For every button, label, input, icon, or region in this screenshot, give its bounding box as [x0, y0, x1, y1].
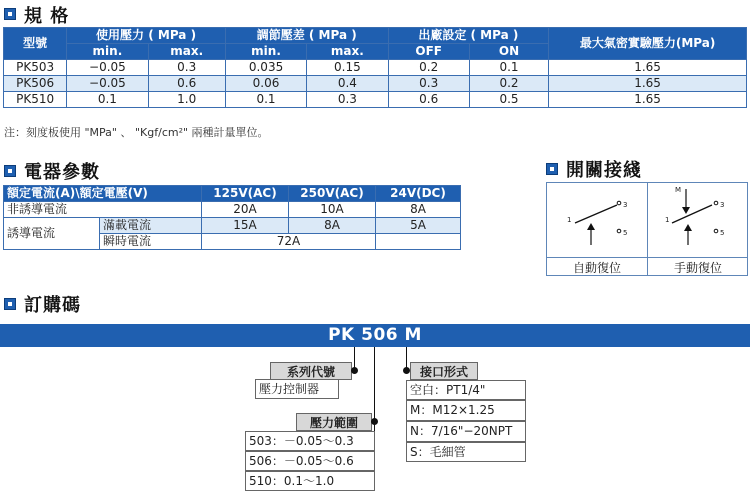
cell: 8A	[376, 202, 461, 218]
auto-reset-symbol	[547, 183, 647, 257]
cell: 0.6	[388, 92, 469, 108]
cell: 1.65	[549, 92, 747, 108]
cell: 1.65	[549, 60, 747, 76]
cell: PK503	[4, 60, 67, 76]
min-header: min.	[67, 44, 148, 60]
cell: −0.05	[67, 76, 148, 92]
cell: 0.1	[225, 92, 306, 108]
cell: 0.6	[148, 76, 225, 92]
cell	[376, 234, 461, 250]
spec-table	[3, 27, 747, 108]
pin-5: 5	[720, 229, 725, 237]
factory-header: 出廠設定 ( MPa )	[388, 28, 549, 44]
adjust-header: 調節壓差 ( MPa )	[225, 28, 388, 44]
table-row	[4, 76, 747, 92]
inductive-label: 誘導電流	[4, 218, 100, 250]
cell: 1.65	[549, 76, 747, 92]
manual-reset-symbol	[648, 183, 748, 257]
order-title: 訂購碼	[24, 295, 81, 316]
voltage-header: 24V(DC)	[376, 186, 461, 202]
divider	[547, 257, 747, 258]
cell: 0.2	[388, 60, 469, 76]
table-row	[4, 202, 461, 218]
cell: 1.0	[148, 92, 225, 108]
range-label: 壓力範圍	[296, 413, 372, 431]
rating-header: 額定電流(A)\額定電壓(V)	[4, 186, 202, 202]
series-label: 系列代號	[270, 362, 352, 380]
pressure-header: 使用壓力 ( MPa )	[67, 28, 226, 44]
full-load-label: 滿載電流	[100, 218, 202, 234]
cell: 0.1	[67, 92, 148, 108]
section-icon	[4, 165, 16, 177]
voltage-header: 125V(AC)	[202, 186, 289, 202]
cell: 0.4	[307, 76, 388, 92]
inrush-label: 瞬時電流	[100, 234, 202, 250]
model-header: 型號	[4, 28, 67, 60]
switch-diagram	[546, 182, 748, 276]
range-item: 510：0.1～1.0	[245, 471, 375, 491]
voltage-header: 250V(AC)	[289, 186, 376, 202]
cell: 0.035	[225, 60, 306, 76]
port-item: S：毛細管	[406, 442, 526, 462]
electrical-table	[3, 185, 461, 250]
table-row	[4, 218, 461, 234]
max-header: max.	[307, 44, 388, 60]
port-item: M：M12×1.25	[406, 400, 526, 421]
table-row	[4, 60, 747, 76]
port-item: 空白：PT1/4"	[406, 380, 526, 400]
non-inductive-label: 非誘導電流	[4, 202, 202, 218]
cell: 15A	[202, 218, 289, 234]
cell: 5A	[376, 218, 461, 234]
cell: 10A	[289, 202, 376, 218]
order-code-bar	[0, 324, 750, 347]
unit-note: 注：刻度板使用 "MPa" 、 "Kgf/cm²" 兩種計量單位。	[4, 126, 269, 139]
pin-5: 5	[623, 229, 628, 237]
order-code: PK 506 M	[328, 325, 422, 345]
cell: 0.06	[225, 76, 306, 92]
pin-1: 1	[665, 216, 670, 224]
pin-3: 3	[623, 201, 628, 209]
min-header: min.	[225, 44, 306, 60]
cell: 0.3	[307, 92, 388, 108]
off-header: OFF	[388, 44, 469, 60]
port-item: N：7/16"−20NPT	[406, 421, 526, 442]
on-header: ON	[469, 44, 548, 60]
cell: 0.3	[388, 76, 469, 92]
port-label: 接口形式	[410, 362, 478, 380]
cell: 8A	[289, 218, 376, 234]
max-test-header: 最大氣密實驗壓力(MPa)	[549, 28, 747, 60]
cell: 20A	[202, 202, 289, 218]
pin-1: 1	[567, 216, 572, 224]
cell: 72A	[202, 234, 376, 250]
cell: 0.15	[307, 60, 388, 76]
marker-dot	[403, 367, 410, 374]
range-item: 506：－0.05～0.6	[245, 451, 375, 471]
section-icon	[4, 298, 16, 310]
pin-3: 3	[720, 201, 725, 209]
manual-reset-label: 手動復位	[673, 261, 722, 275]
marker-dot	[371, 418, 378, 425]
cell: 0.5	[469, 92, 548, 108]
series-value: 壓力控制器	[255, 379, 339, 399]
cell: −0.05	[67, 60, 148, 76]
section-icon	[546, 163, 558, 175]
cell: PK506	[4, 76, 67, 92]
marker-dot	[351, 367, 358, 374]
max-header: max.	[148, 44, 225, 60]
table-row	[4, 92, 747, 108]
electrical-title: 電器參數	[24, 162, 100, 183]
switch-title: 開關接綫	[566, 160, 642, 181]
pin-m: M	[675, 186, 682, 194]
range-item: 503：－0.05～0.3	[245, 431, 375, 451]
auto-reset-label: 自動復位	[572, 261, 621, 275]
connector	[374, 347, 375, 421]
section-icon	[4, 8, 16, 20]
cell: 0.1	[469, 60, 548, 76]
cell: 0.2	[469, 76, 548, 92]
cell: PK510	[4, 92, 67, 108]
spec-title: 規 格	[24, 6, 70, 27]
cell: 0.3	[148, 60, 225, 76]
